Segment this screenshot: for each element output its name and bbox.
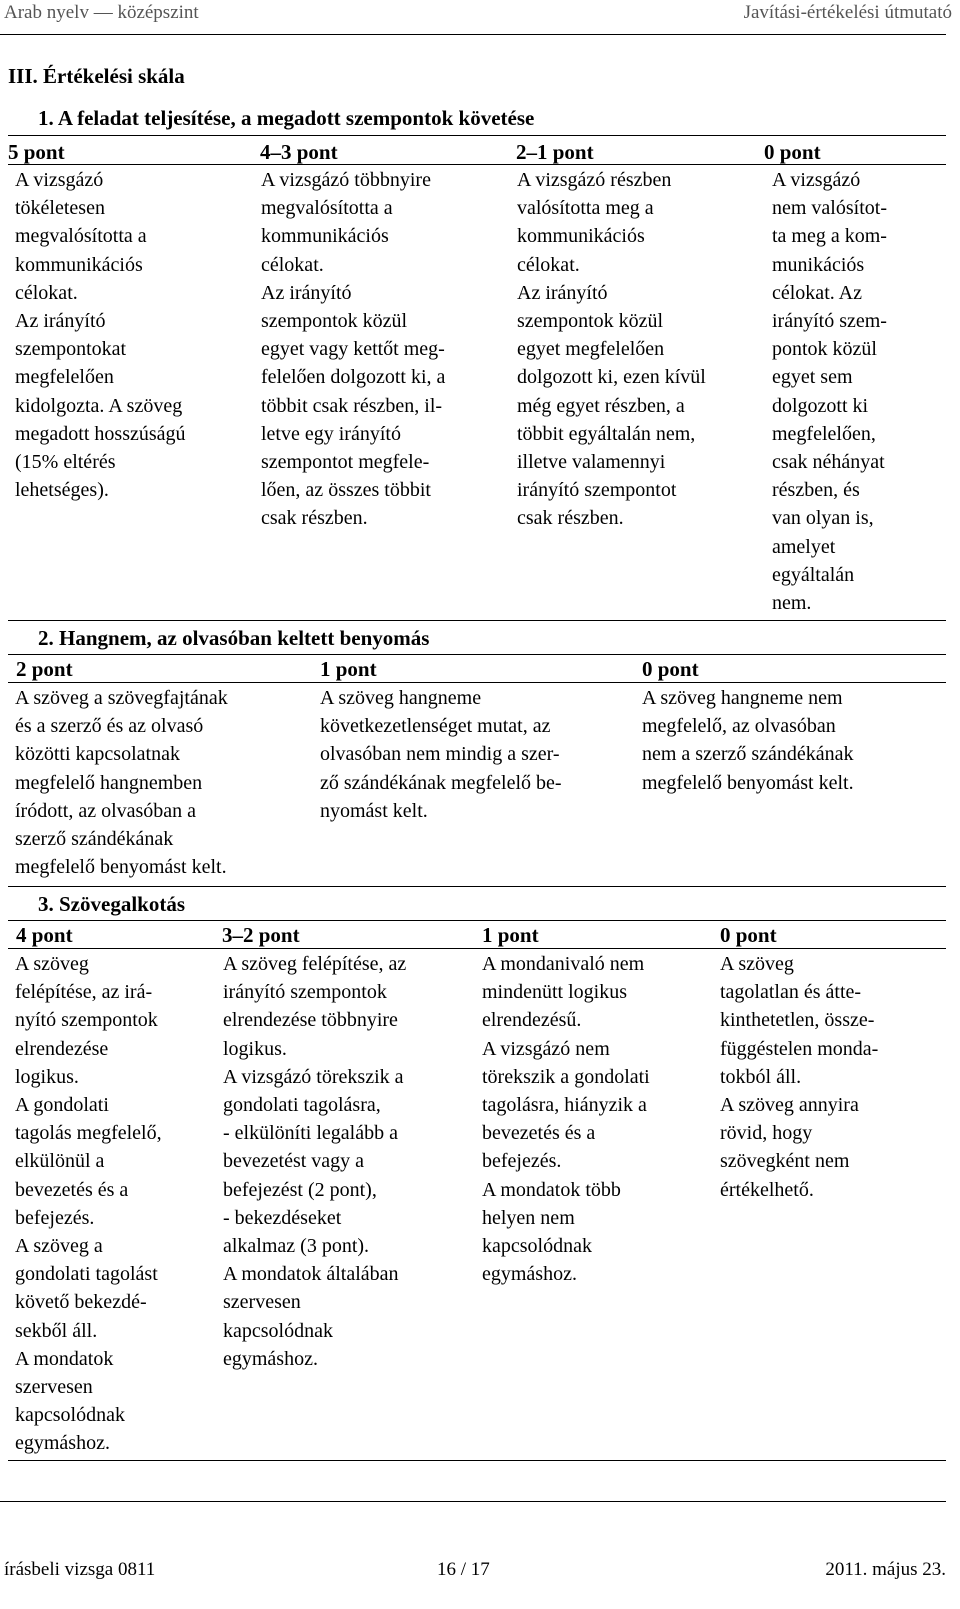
- section1-header-0: 0 pont: [764, 140, 821, 164]
- section1-header-2-1: 2–1 pont: [516, 140, 594, 164]
- section3-header-3-2: 3–2 pont: [222, 923, 300, 947]
- section2-header-0: 0 pont: [642, 657, 699, 681]
- section3-top-rule: [8, 920, 946, 921]
- footer-date: 2011. május 23.: [825, 1559, 946, 1580]
- section1-cell-0: A vizsgázó nem valósítot- ta meg a kom- munikációs célokat. Az irányító szem- pontok közül egyet sem dolgozott ki megfelelően, csak néhányat részben, és van olyan is, amelyet egyáltalán nem.: [772, 169, 887, 615]
- section1-bottom-rule: [8, 620, 946, 621]
- section2-bottom-rule: [8, 886, 946, 887]
- section1-top-rule: [8, 135, 946, 136]
- section2-header-1: 1 pont: [320, 657, 377, 681]
- section2-header-rule: [8, 682, 946, 683]
- section2-cell-2: A szöveg a szövegfajtának és a szerző és az olvasó közötti kapcsolatnak megfelelő hangnemben íródott, az olvasóban a szerző szándékának megfelelő benyomást kelt.: [15, 687, 228, 879]
- section3-header-1: 1 pont: [482, 923, 539, 947]
- section2-title: 2. Hangnem, az olvasóban keltett benyomás: [38, 626, 430, 650]
- header-rule: [0, 34, 946, 35]
- section3-cell-0: A szöveg tagolatlan és átte- kinthetetlen, össze- függéstelen monda- tokból áll. A szöveg annyira rövid, hogy szövegként nem értékelhető.: [720, 953, 879, 1201]
- footer-exam: írásbeli vizsga 0811: [4, 1559, 156, 1580]
- page-footer: [0, 1490, 960, 1609]
- section3-cell-3-2: A szöveg felépítése, az irányító szempontok elrendezése többnyire logikus. A vizsgázó törekszik a gondolati tagolásra, - elkülöníti legalább a bevezetést vagy a befejezést (2 pont), - bekezdéseket alkalmaz (3 pont). A mondatok általában szervesen kapcsolódnak egymáshoz.: [223, 953, 407, 1370]
- section2-top-rule: [8, 654, 946, 655]
- section3-cell-4: A szöveg felépítése, az irá- nyító szempontok elrendezése logikus. A gondolati tagolás megfelelő, elkülönül a bevezetés és a befejezés. A szöveg a gondolati tagolást követő bekezdé- sekből áll. A mondatok szervesen kapcsolódnak egymáshoz.: [15, 953, 162, 1455]
- section3-header-rule: [8, 948, 946, 949]
- section2-cell-0: A szöveg hangneme nem megfelelő, az olvasóban nem a szerző szándékának megfelelő benyomást kelt.: [642, 687, 854, 794]
- section3-header-0: 0 pont: [720, 923, 777, 947]
- section1-header-4-3: 4–3 pont: [260, 140, 338, 164]
- section1-cell-4-3: A vizsgázó többnyire megvalósította a kommunikációs célokat. Az irányító szempontok közül egyet vagy kettőt meg- felelően dolgozott ki, a többit csak részben, il- letve egy irányító szempontot megfele- lően, az összes többit csak részben.: [261, 169, 446, 530]
- section1-header-5: 5 pont: [8, 140, 65, 164]
- footer-rule: [0, 1501, 946, 1502]
- section1-header-rule: [8, 164, 946, 165]
- section1-cell-5: A vizsgázó tökéletesen megvalósította a kommunikációs célokat. Az irányító szempontokat megfelelően kidolgozta. A szöveg megadott hosszúságú (15% eltérés lehetséges).: [15, 169, 186, 502]
- section3-title: 3. Szövegalkotás: [38, 892, 185, 916]
- section1-title: 1. A feladat teljesítése, a megadott szempontok követése: [38, 106, 535, 130]
- section2-header-2: 2 pont: [16, 657, 73, 681]
- section2-cell-1: A szöveg hangneme következetlenséget mutat, az olvasóban nem mindig a szer- ző szándékának megfelelő be- nyomást kelt.: [320, 687, 562, 822]
- header-doc-type: Javítási-értékelési útmutató: [743, 2, 952, 23]
- footer-page-number: 16 / 17: [437, 1559, 490, 1580]
- header-subject: Arab nyelv — középszint: [4, 2, 199, 23]
- section3-cell-1: A mondanivaló nem mindenütt logikus elrendezésű. A vizsgázó nem törekszik a gondolati tagolásra, hiányzik a bevezetés és a befejezés. A mondatok több helyen nem kapcsolódnak egymáshoz.: [482, 953, 650, 1286]
- section1-cell-2-1: A vizsgázó részben valósította meg a kommunikációs célokat. Az irányító szempontok közül egyet megfelelően dolgozott ki, ezen kívül még egyet részben, a többit egyáltalán nem, illetve valamennyi irányító szempontot csak részben.: [517, 169, 706, 530]
- section3-header-4: 4 pont: [16, 923, 73, 947]
- page-title: III. Értékelési skála: [8, 64, 185, 88]
- section3-bottom-rule: [8, 1460, 946, 1461]
- page-header: [0, 0, 960, 30]
